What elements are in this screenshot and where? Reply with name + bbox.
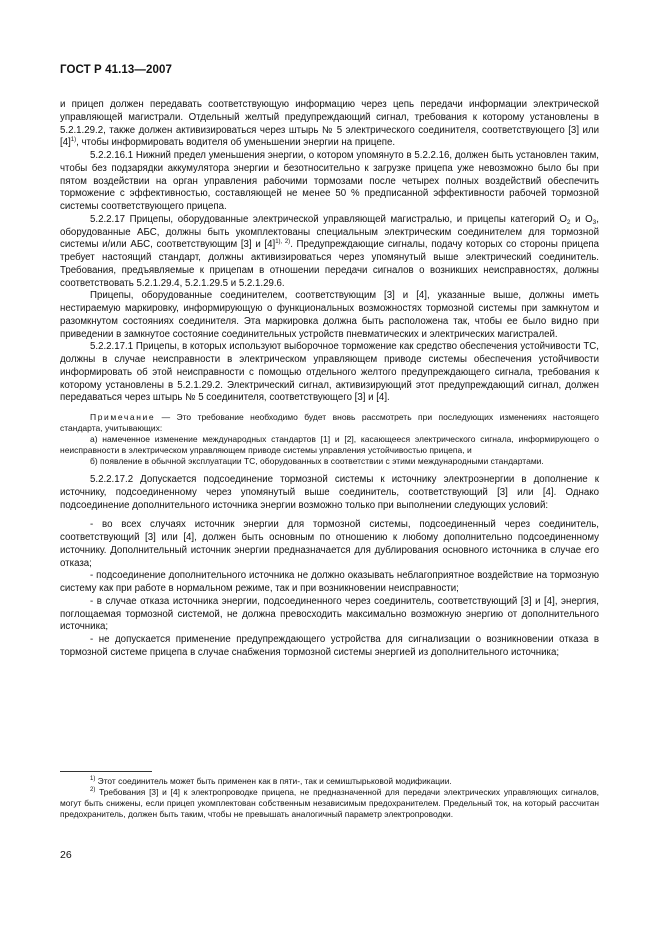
p3-sub-2: 3: [592, 218, 597, 226]
page-number: 26: [60, 849, 72, 861]
list-item: - в случае отказа источника энергии, подсоединенного через соединитель, соответствующий [3] и [4], энергия, поглощаемая тормозной системой, не должна превосходить максимально возможную энергию от дополнительного источника;: [60, 595, 599, 633]
note-intro: [60, 412, 599, 434]
paragraph-5-2-2-16-1: 5.2.2.16.1 Нижний предел уменьшения энергии, о котором упомянуто в 5.2.2.16, должен быть установлен таким, чтобы без подзарядки аккумулятора энергии и безотносительно к загрузке прицепа уже невозможно было бы при пятом воздействии на орган управления рабочими тормозами после четырех полных воздействий обеспечить торможение с эффективностью, составляющей не менее 50 % предписанной эффективности рабочей тормозной системы соответствующего прицепа.: [60, 150, 599, 212]
paragraph-5-2-2-17-1: 5.2.2.17.1 Прицепы, в которых используют выборочное торможение как средство обеспечения устойчивости ТС, должны в случае неисправности в электрическом управляющем приводе системы обеспечения устойчивости информировать об этой неисправности с помощью отдельного желтого предупреждающего сигнала, требования к которому установлены в 5.2.1.29.2. Электрический сигнал, активизирующий этот предупреждающий сигнал, должен передаваться через штырь № 5 соединителя, соответствующего [3] и [4].: [60, 341, 599, 404]
note-item-a: а) намеченное изменение международных стандартов [1] и [2], касающееся электрического сигнала, информирующего о неисправности в электрическом управляющем приводе системы управления устойчивостью прицепа, и: [60, 434, 599, 455]
p3-text-d: . Предупреждающие сигналы, подачу которых со стороны прицепа требует настоящий стандарт, должны активизироваться через упомянутый выше электрический соединитель. Требования, предъявляемые к прицепам в отношении передачи сигналов о возникших неисправностях, должны соответствовать 5.2.1.29.4, 5.2.1.29.5 и 5.2.1.29.6.: [60, 239, 600, 289]
paragraph-5-2-2-17-2: 5.2.2.17.2 Допускается подсоединение тормозной системы к источнику электроэнергии в дополнение к источнику, подсоединенному через упомянутый выше соединитель, соответствующий [3] или [4]. Однако подсоединение дополнительного источника энергии возможно только при выполнении следующих условий:: [60, 474, 599, 511]
footnote-1: [60, 776, 599, 787]
p3-text-a: 5.2.2.17 Прицепы, оборудованные электрической управляющей магистралью, и прицепы категорий O: [90, 213, 567, 225]
page-header-title: ГОСТ Р 41.13—2007: [60, 64, 172, 76]
footnote-ref-1-2: 1), 2): [275, 239, 291, 246]
footnote-2: [60, 787, 599, 820]
p3-text-b: и O: [570, 213, 593, 225]
paragraph-continuation: [60, 99, 599, 150]
p3-sub-1: 2: [566, 218, 571, 226]
paragraph-marking: Прицепы, оборудованные соединителем, соответствующим [3] и [4], указанные выше, должны иметь нестираемую маркировку, информирующую о функциональных возможностях тормозной системы при замкнутом и разомкнутом состояниях соединителя. Эта маркировка должна быть расположена так, чтобы ее было видно при приведении в замкнутое состояние соединительных устройств пневматических и электрических магистралей.: [60, 290, 599, 340]
list-item: - не допускается применение предупреждающего устройства для сигнализации о возникновении отказа в тормозной системе прицепа в случае снабжения тормозной системы энергией из дополнительного источника;: [60, 634, 599, 658]
footnote-mark: 2): [90, 787, 96, 793]
p3-text-c: , оборудованные АБС, должны быть укомплектованы специальным электрическим соединителем для тормозной системы и/или АБС, соответствующим [3] и [4]: [60, 213, 599, 251]
footnote-text: Этот соединитель может быть применен как в пяти-, так и семиштырьковой модификации.: [95, 776, 452, 786]
paragraph-5-2-2-17: [60, 214, 599, 291]
footnote-ref-1: 1): [70, 137, 77, 144]
footnote-divider: [60, 771, 152, 772]
p1-end-text: , чтобы информировать водителя об уменьшении энергии на прицепе.: [76, 137, 396, 149]
list-item: - во всех случаях источник энергии для тормозной системы, подсоединенный через соединитель, соответствующий [3] или [4], должен быть основным по отношению к любому дополнительно подсоединенному источнику. Дополнительный источник энергии предназначается для дублирования основного источника в случае его отказа;: [60, 519, 599, 569]
footnote-mark: 1): [90, 776, 96, 782]
note-block: [60, 412, 599, 467]
p1-text: и прицеп должен передавать соответствующую информацию через цепь передачи информации электрической управляющей магистрали. Отдельный желтый предупреждающий сигнал, требования к которому установлены в 5.2.1.29.2, также должен активизироваться через штырь № 5 электрического соединителя, соответствующего [3] или [4]: [60, 99, 599, 149]
main-text: [60, 99, 599, 660]
note-label: Примечание: [90, 412, 156, 422]
footnotes: [60, 776, 599, 820]
note-item-b: б) появление в обычной эксплуатации ТС, оборудованных в соответствии с этими международными стандартами.: [90, 456, 544, 466]
note-text: — Это требование необходимо будет вновь рассмотреть при последующих изменениях настоящего стандарта, учитывающих:: [60, 412, 599, 433]
footnote-text: Требования [3] и [4] к электропроводке прицепа, не предназначенной для передачи электрических управляющих сигналов, могут быть снижены, если прицеп укомплектован собственным независимым предохранителем. Предельный ток, на который рассчитан предохранитель, должен быть таким, чтобы не превышать аналогичный параметр электропроводки.: [60, 787, 599, 819]
list-item: - подсоединение дополнительного источника не должно оказывать неблагоприятное воздействие на тормозную систему как при работе в нормальном режиме, так и при возникновении неисправности;: [60, 570, 599, 594]
